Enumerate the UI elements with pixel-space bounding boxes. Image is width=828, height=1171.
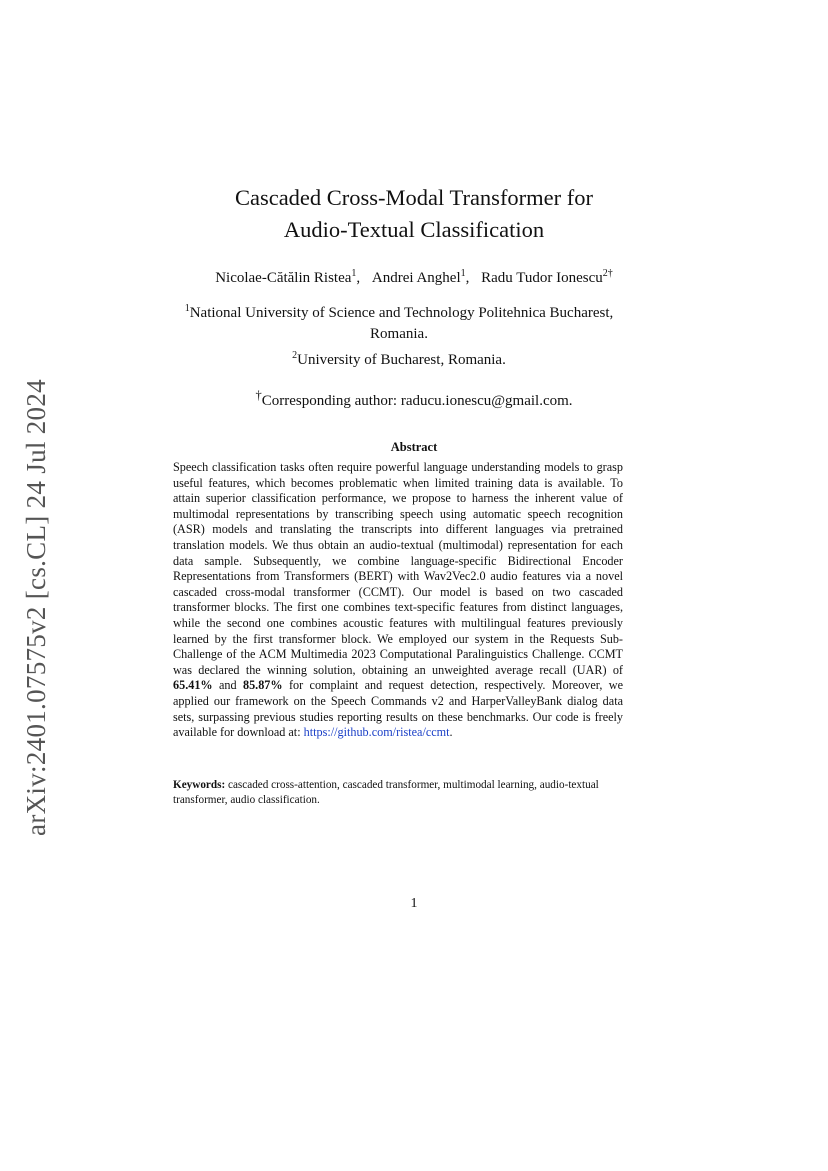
uar-request-value: 85.87% — [242, 678, 283, 693]
author-list — [0, 268, 828, 287]
title-line-2: Audio-Textual Classification — [283, 217, 545, 242]
title-line-1: Cascaded Cross-Modal Transformer for — [234, 185, 594, 210]
page-number: 1 — [410, 896, 418, 911]
arxiv-stamp-text: arXiv:2401.07575v2 [cs.CL] 24 Jul 2024 — [20, 378, 51, 836]
affiliation-1: $^1$National University of Science and Technology Politehnica Bucharest, Romania. — [184, 303, 614, 342]
author-1-mark: 1 — [351, 268, 357, 279]
author-3-mark: 2† — [602, 268, 613, 279]
keywords-text: cascaded cross-attention, cascaded transformer, multimodal learning, audio-textual transformer, audio classification. — [173, 779, 599, 806]
author-2: Andrei Anghel$^1$, — [371, 268, 470, 286]
keywords-label: Keywords: — [173, 779, 226, 791]
author-3: Radu Tudor Ionescu$^{2\dagger}$ — [481, 268, 613, 286]
abstract-body: Speech classification tasks often require powerful language understanding models to grasp useful features, which becomes problematic when limited training data is available. To attain superior classification performance, we propose to harness the inherent value of multimodal representations by transcribing speech using automatic speech recognition (ASR) models and translating the transcripts into different languages via pretrained translation models. We thus obtain an audio-textual (multimodal) representation for each data sample. Subsequently, we combine language-specific Bidirectional Encoder Representations from Transformers (BERT) with Wav2Vec2.0 audio features via a novel cascaded cross-modal transformer (CCMT). Our model is based on two cascaded transformer blocks. The first one combines text-specific features from distinct languages, while the second one combines acoustic features with multilingual features previously learned by the first transformer block. We employed our system in the Requests Sub-Challenge of the ACM Multimedia 2023 Computational Paralinguistics Challenge. CCMT was declared the winning solution, obtaining an unweighted average recall (UAR) of 65.41% and 85.87% for complaint and request detection, respectively. Moreover, we applied our framework on the Speech Commands v2 and HarperValleyBank dialog data sets, surpassing previous studies reporting results on these benchmarks. Our code is freely available for download at: https://github.com/ristea/ccmt. — [173, 460, 623, 740]
code-link[interactable]: https://github.com/ristea/ccmt — [303, 725, 450, 740]
uar-complaint-value: 65.41% — [173, 678, 213, 693]
keywords — [173, 778, 623, 808]
paper-title — [0, 182, 828, 246]
author-1: Nicolae-Cătălin Ristea$^1$, — [215, 268, 361, 286]
affiliation-2: $^2$University of Bucharest, Romania. — [292, 350, 506, 368]
author-2-mark: 1 — [460, 268, 466, 279]
corresponding-author: †Corresponding author: raducu.ionescu@gmail.com. — [255, 388, 573, 409]
affiliations — [160, 298, 638, 371]
abstract-heading: Abstract — [390, 440, 438, 454]
